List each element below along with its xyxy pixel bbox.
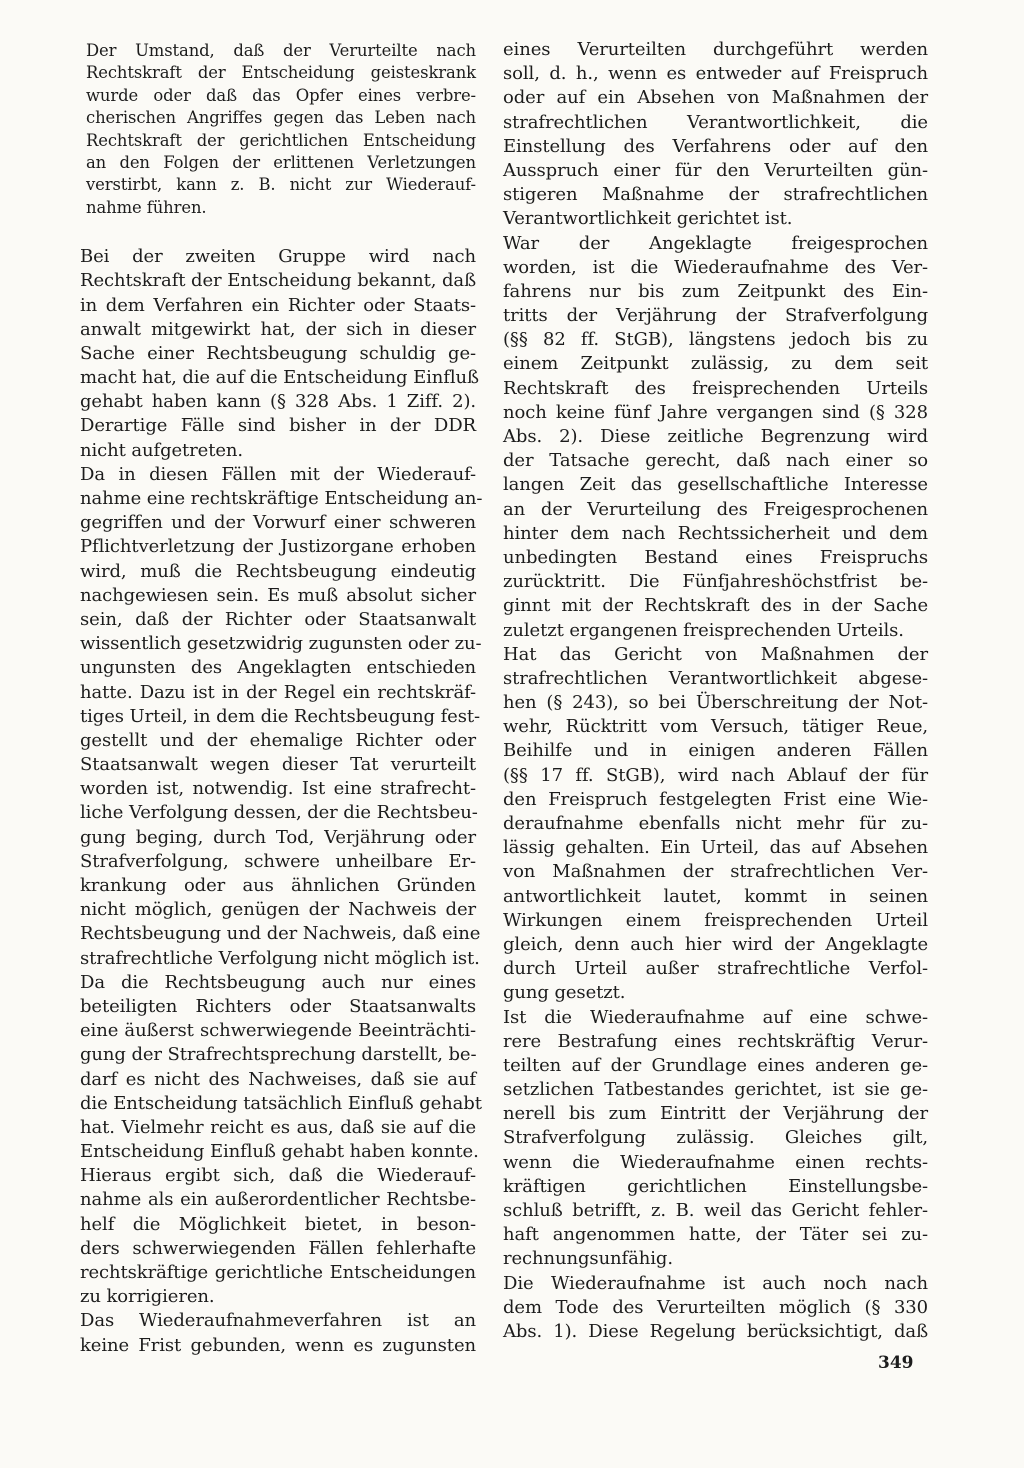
text-line: gleich, denn auch hier wird der Angeklagte bbox=[503, 933, 928, 955]
text-line: Beihilfe und in einigen anderen Fällen bbox=[503, 740, 928, 762]
text-line: eine äußerst schwerwiegende Beeinträchti- bbox=[80, 1020, 476, 1042]
text-line: gung gesetzt. bbox=[503, 982, 626, 1004]
text-line: hatte. Dazu ist in der Regel ein rechtskräf- bbox=[80, 681, 476, 703]
text-line: Einstellung des Verfahrens oder auf den bbox=[503, 135, 928, 157]
text-line: dem Tode des Verurteilten möglich (§ 330 bbox=[503, 1296, 928, 1318]
text-line: teilten auf der Grundlage eines anderen ge- bbox=[503, 1054, 928, 1076]
text-line: keine Frist gebunden, wenn es zugunsten bbox=[80, 1334, 476, 1356]
text-line: nachgewiesen sein. Es muß absolut sicher bbox=[80, 584, 476, 606]
text-line: ders schwerwiegenden Fällen fehlerhafte bbox=[80, 1237, 476, 1259]
text-line: wissentlich gesetzwidrig zugunsten oder zu- bbox=[80, 633, 482, 655]
left-body-text bbox=[80, 245, 483, 1358]
text-line: nerell bis zum Eintritt der Verjährung der bbox=[503, 1103, 928, 1125]
text-line: gung beging, durch Tod, Verjährung oder bbox=[80, 826, 476, 848]
text-line: von Maßnahmen der strafrechtlichen Ver- bbox=[503, 861, 928, 883]
text-line: nicht aufgetreten. bbox=[80, 439, 244, 461]
text-line: setzlichen Tatbestandes gerichtet, ist sie ge- bbox=[503, 1079, 928, 1101]
text-line: Ist die Wiederaufnahme auf eine schwe- bbox=[503, 1006, 928, 1028]
text-line: soll, d. h., wenn es entweder auf Freispruch bbox=[503, 63, 928, 85]
text-line: nahme als ein außerordentlicher Rechtsbe- bbox=[80, 1189, 476, 1211]
text-line: beteiligten Richters oder Staatsanwalts bbox=[80, 995, 476, 1017]
text-line: anwalt mitgewirkt hat, der sich in dieser bbox=[80, 318, 476, 340]
text-line: Das Wiederaufnahmeverfahren ist an bbox=[80, 1310, 476, 1332]
text-line: helf die Möglichkeit bietet, in beson- bbox=[80, 1213, 476, 1235]
text-line: nahme eine rechtskräftige Entscheidung an- bbox=[80, 488, 483, 509]
text-line: rechtskräftige gerichtliche Entscheidungen bbox=[80, 1262, 476, 1283]
text-line: macht hat, die auf die Entscheidung Einfluß bbox=[80, 367, 479, 389]
text-line: worden, ist die Wiederaufnahme des Ver- bbox=[503, 256, 928, 278]
text-line: Strafverfolgung zulässig. Gleiches gilt, bbox=[503, 1127, 928, 1149]
text-line: tiges Urteil, in dem die Rechtsbeugung fest- bbox=[80, 705, 480, 727]
text-line: Derartige Fälle sind bisher in der DDR bbox=[80, 415, 476, 437]
text-line: verstirbt, kann z. B. nicht zur Wiederauf- bbox=[86, 175, 476, 195]
text-line: tritts der Verjährung der Strafverfolgung bbox=[503, 305, 928, 327]
text-line: wurde oder daß das Opfer eines verbre- bbox=[86, 85, 476, 105]
text-line: liche Verfolgung dessen, der die Rechtsbeu- bbox=[80, 802, 478, 824]
text-line: cherischen Angriffes gegen das Leben nach bbox=[86, 108, 476, 128]
text-line: an der Verurteilung des Freigesprochenen bbox=[503, 498, 928, 520]
text-line: an den Folgen der erlittenen Verletzungen bbox=[86, 152, 476, 172]
text-line: darf es nicht des Nachweises, daß sie auf bbox=[80, 1068, 476, 1090]
text-line: Hieraus ergibt sich, daß die Wiederauf- bbox=[80, 1165, 476, 1187]
text-line: nahme führen. bbox=[86, 197, 207, 217]
text-line: krankung oder aus ähnlichen Gründen bbox=[80, 875, 476, 896]
text-line: Da in diesen Fällen mit der Wiederauf- bbox=[80, 463, 476, 485]
text-line: schluß betrifft, z. B. weil das Gericht fehler- bbox=[503, 1200, 928, 1221]
text-line: gung der Strafrechtsprechung darstellt, be- bbox=[80, 1044, 477, 1066]
text-line: fahrens nur bis zum Zeitpunkt des Ein- bbox=[503, 280, 928, 302]
text-line: Da die Rechtsbeugung auch nur eines bbox=[80, 971, 476, 993]
right-column bbox=[503, 38, 928, 1344]
text-line: eines Verurteilten durchgeführt werden bbox=[503, 39, 928, 60]
text-line: Rechtskraft der Entscheidung bekannt, daß bbox=[80, 270, 476, 292]
text-line: rere Bestrafung eines rechtskräftig Verur- bbox=[503, 1030, 928, 1052]
text-line: in dem Verfahren ein Richter oder Staats- bbox=[80, 294, 476, 316]
text-line: einem Zeitpunkt zulässig, zu dem seit bbox=[503, 353, 928, 375]
text-line: Rechtskraft des freisprechenden Urteils bbox=[503, 377, 928, 399]
text-line: strafrechtlichen Verantwortlichkeit abgese- bbox=[503, 667, 928, 689]
text-line: gegriffen und der Vorwurf einer schweren bbox=[80, 512, 476, 534]
text-line: Die Wiederaufnahme ist auch noch nach bbox=[503, 1272, 928, 1294]
left-column bbox=[80, 40, 483, 1358]
text-line: sein, daß der Richter oder Staatsanwalt bbox=[80, 608, 476, 630]
text-line: Pflichtverletzung der Justizorgane erhoben bbox=[80, 536, 476, 558]
text-line: strafrechtlichen Verantwortlichkeit, die bbox=[503, 111, 928, 133]
text-line: kräftigen gerichtlichen Einstellungsbe- bbox=[503, 1175, 928, 1197]
text-line: stigeren Maßnahme der strafrechtlichen bbox=[503, 184, 928, 206]
text-line: oder auf ein Absehen von Maßnahmen der bbox=[503, 87, 928, 109]
text-line: worden ist, notwendig. Ist eine strafrecht- bbox=[80, 778, 476, 800]
text-line: Entscheidung Einfluß gehabt haben konnte. bbox=[80, 1141, 479, 1163]
text-line: durch Urteil außer strafrechtliche Verfol- bbox=[503, 958, 928, 980]
text-line: die Entscheidung tatsächlich Einfluß gehabt bbox=[80, 1092, 482, 1114]
text-line: noch keine fünf Jahre vergangen sind (§ 328 bbox=[503, 401, 928, 423]
text-line: rechnungsunfähig. bbox=[503, 1248, 673, 1270]
text-line: Rechtskraft der Entscheidung geisteskrank bbox=[86, 63, 476, 83]
text-line: gehabt haben kann (§ 328 Abs. 1 Ziff. 2). bbox=[80, 391, 476, 413]
text-line: den Freispruch festgelegten Frist eine Wie- bbox=[503, 788, 928, 810]
text-line: Hat das Gericht von Maßnahmen der bbox=[503, 643, 928, 665]
text-line: hen (§ 243), so bei Überschreitung der Not- bbox=[503, 692, 928, 714]
text-line: Staatsanwalt wegen dieser Tat verurteilt bbox=[80, 754, 476, 776]
text-line: deraufnahme ebenfalls nicht mehr für zu- bbox=[503, 813, 928, 834]
text-line: Rechtskraft der gerichtlichen Entscheidung bbox=[86, 130, 476, 150]
text-line: lässig gehalten. Ein Urteil, das auf Absehen bbox=[503, 837, 928, 859]
text-line: War der Angeklagte freigesprochen bbox=[503, 232, 928, 254]
text-line: nicht möglich, genügen der Nachweis der bbox=[80, 899, 476, 921]
text-line: wird, muß die Rechtsbeugung eindeutig bbox=[80, 560, 476, 582]
text-line: (§§ 82 ff. StGB), längstens jedoch bis zu bbox=[503, 329, 928, 351]
text-line: ginnt mit der Rechtskraft des in der Sache bbox=[503, 595, 928, 617]
text-line: gestellt und der ehemalige Richter oder bbox=[80, 729, 476, 751]
text-line: Wirkungen einem freisprechenden Urteil bbox=[503, 909, 928, 931]
text-line: Ausspruch einer für den Verurteilten gün- bbox=[503, 159, 928, 181]
text-line: der Tatsache gerecht, daß nach einer so bbox=[503, 450, 928, 472]
text-line: Rechtsbeugung und der Nachweis, daß eine bbox=[80, 923, 481, 945]
text-line: hinter dem nach Rechtssicherheit und dem bbox=[503, 522, 928, 544]
text-line: Sache einer Rechtsbeugung schuldig ge- bbox=[80, 342, 476, 364]
text-line: hat. Vielmehr reicht es aus, daß sie auf die bbox=[80, 1116, 476, 1138]
text-line: Abs. 2). Diese zeitliche Begrenzung wird bbox=[503, 426, 928, 447]
text-line: zurücktritt. Die Fünfjahreshöchstfrist be- bbox=[503, 571, 928, 593]
text-line: Strafverfolgung, schwere unheilbare Er- bbox=[80, 850, 476, 872]
text-line: Bei der zweiten Gruppe wird nach bbox=[80, 246, 476, 268]
text-line: Abs. 1). Diese Regelung berücksichtigt, daß bbox=[503, 1320, 928, 1342]
footnote-block bbox=[80, 40, 476, 219]
text-line: Der Umstand, daß der Verurteilte nach bbox=[86, 41, 476, 60]
text-line: zuletzt ergangenen freisprechenden Urteils. bbox=[503, 619, 904, 641]
text-line: antwortlichkeit lautet, kommt in seinen bbox=[503, 885, 928, 907]
text-line: wenn die Wiederaufnahme einen rechts- bbox=[503, 1151, 928, 1173]
text-line: haft angenommen hatte, der Täter sei zu- bbox=[503, 1224, 928, 1246]
text-line: Verantwortlichkeit gerichtet ist. bbox=[503, 208, 793, 230]
text-line: unbedingten Bestand eines Freispruchs bbox=[503, 546, 928, 568]
text-line: zu korrigieren. bbox=[80, 1286, 215, 1308]
text-line: langen Zeit das gesellschaftliche Interesse bbox=[503, 474, 928, 496]
text-line: strafrechtliche Verfolgung nicht möglich ist. bbox=[80, 947, 480, 969]
text-line: wehr, Rücktritt vom Versuch, tätiger Reue, bbox=[503, 716, 928, 738]
page-number: 349 bbox=[878, 1353, 914, 1373]
text-line: (§§ 17 ff. StGB), wird nach Ablauf der für bbox=[503, 764, 928, 786]
text-line: ungunsten des Angeklagten entschieden bbox=[80, 657, 476, 679]
